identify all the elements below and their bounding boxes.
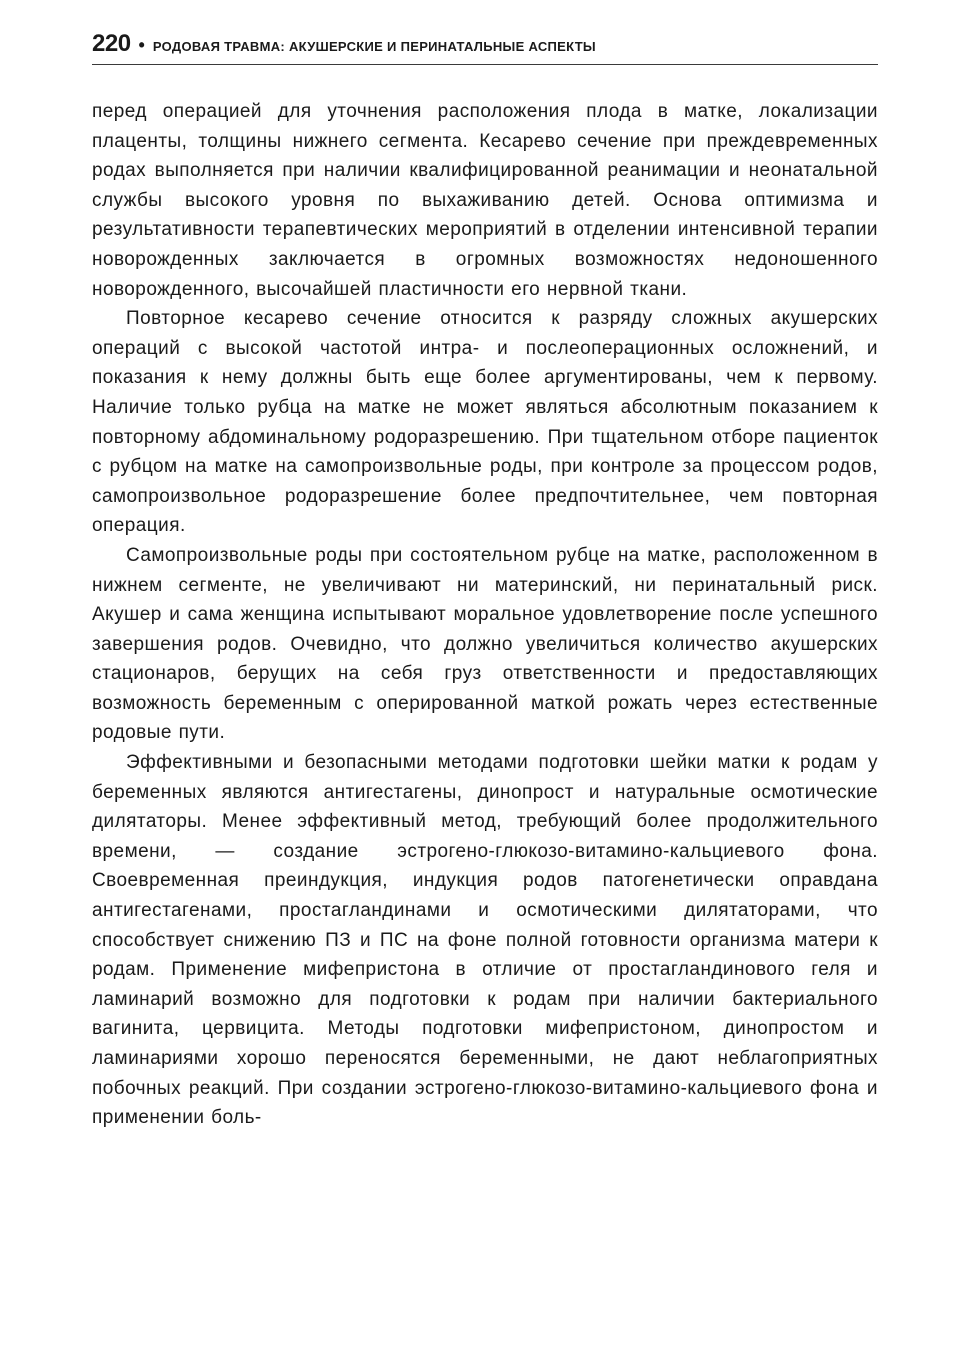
- paragraph-repeat-cesarean: Повторное кесарево сечение относится к разряду сложных акушерских операций с высокой частотой интра- и послеоперационных осложнений, и показания к нему должны быть еще более аргументированы, чем к первому. Наличие только рубца на матке не может являться абсолютным показанием к повторному абдоминальному родоразрешению. При тщательном отборе пациенток с рубцом на матке на самопроизвольные роды, при контроле за процессом родов, самопроизвольное родоразрешение более предпочтительнее, чем повторная операция.: [92, 308, 878, 537]
- paragraph-spontaneous-birth: Самопроизвольные роды при состоятельном рубце на матке, расположенном в нижнем сегменте, не увеличивают ни материнский, ни перинатальный риск. Акушер и сама женщина испытывают моральное удовлетворение после успешного завершения родов. Очевидно, что должно увеличиться количество акушерских стационаров, берущих на себя груз ответственности и предоставляющих возможность беременным с оперированной маткой рожать через естественные родовые пути.: [92, 544, 878, 744]
- page-number: 220: [92, 30, 131, 57]
- body-text: [92, 97, 878, 1133]
- running-header: [92, 30, 878, 65]
- paragraph-continuation: перед операцией для уточнения расположения плода в матке, локализации плаценты, толщины нижнего сегмента. Кесарево сечение при преждевременных родах выполняется при наличии квалифицированной реанимации и неонатальной службы высокого уровня по выхаживанию детей. Основа оптимизма и результативности терапевтических мероприятий в отделении интенсивной терапии новорожденных заключается в огромных возможностях недоношенного новорожденного, высочайшей пластичности его нервной ткани.: [92, 101, 878, 300]
- running-title: РОДОВАЯ ТРАВМА: АКУШЕРСКИЕ И ПЕРИНАТАЛЬНЫЕ АСПЕКТЫ: [152, 39, 596, 54]
- paragraph-cervical-preparation: Эффективными и безопасными методами подготовки шейки матки к родам у беременных являются антигестагены, динопрост и натуральные осмотические дилятаторы. Менее эффективный метод, требующий более продолжительного времени, — создание эстрогено-глюкозо-витамино-кальциевого фона. Своевременная преиндукция, индукция родов патогенетически оправдана антигестагенами, простагландинами и осмотическими дилятаторами, что способствует снижению ПЗ и ПС на фоне полной готовности организма матери к родам. Применение мифепристона в отличие от простагландинового геля и ламинарий возможно для подготовки к родам при наличии бактериального вагинита, цервицита. Методы подготовки мифепристоном, динопростом и ламинариями хорошо переносятся беременными, не дают неблагоприятных побочных реакций. При создании эстрогено-глюкозо-витамино-кальциевого фона и применении боль-: [92, 752, 878, 1129]
- header-bullet: •: [138, 35, 145, 55]
